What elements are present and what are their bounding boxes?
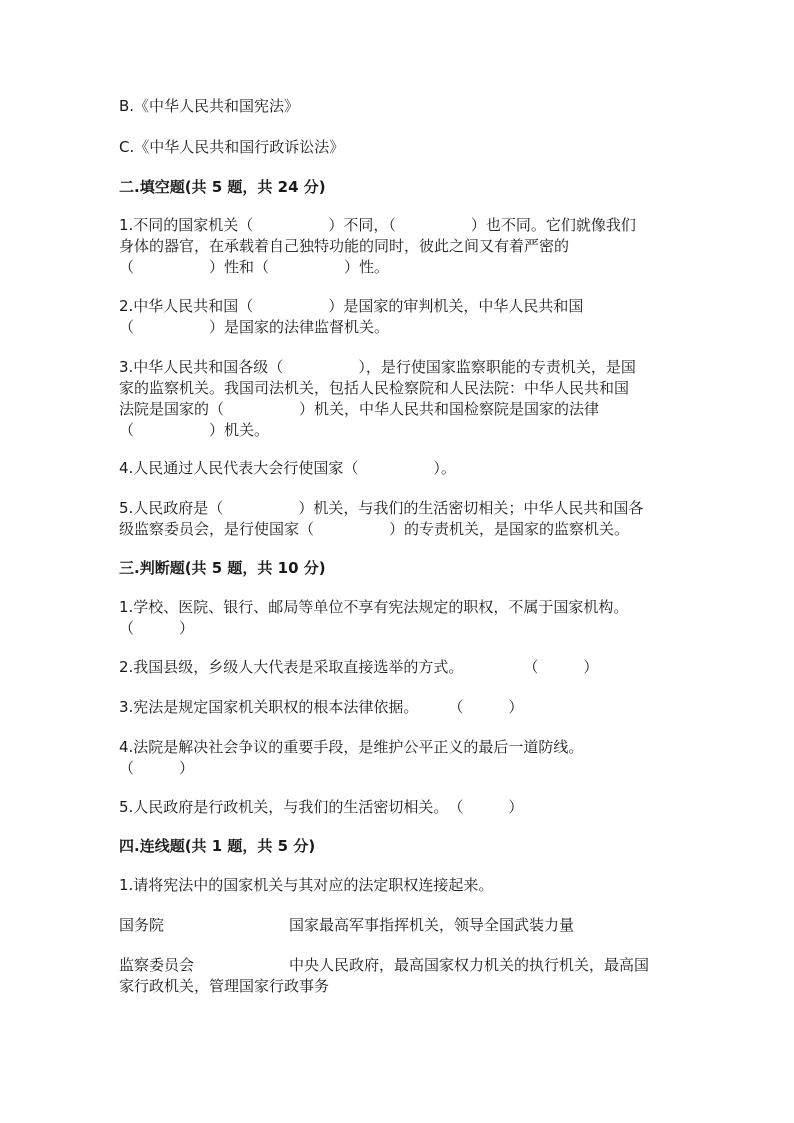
fill-q5-line1: 5.人民政府是（ ）机关，与我们的生活密切相关；中华人民共和国各 (119, 499, 644, 517)
judge-q5: 5.人民政府是行政机关，与我们的生活密切相关。 （ ） (119, 798, 524, 816)
fill-q5-line2: 级监察委员会，是行使国家（ ）的专责机关，是国家的监察机关。 (119, 520, 630, 538)
match-left-2: 监察委员会 (119, 956, 195, 974)
fill-q1-line1: 1.不同的国家机关（ ）不同，（ ）也不同。它们就像我们 (119, 216, 636, 234)
section-heading-true-false: 三.判断题(共 5 题，共 10 分) (119, 559, 326, 577)
match-q1-prompt: 1.请将宪法中的国家机关与其对应的法定职权连接起来。 (119, 876, 494, 894)
fill-q1-line2: 身体的器官，在承载着自己独特功能的同时，彼此之间又有着严密的 (119, 237, 570, 255)
judge-q4-line2: （ ） (119, 759, 195, 777)
section-heading-fill-blank: 二.填空题(共 5 题，共 24 分) (119, 178, 326, 196)
match-right-1: 国家最高军事指挥机关，领导全国武装力量 (289, 916, 575, 934)
section-heading-matching: 四.连线题(共 1 题，共 5 分) (119, 837, 316, 855)
fill-q4: 4.人民通过人民代表大会行使国家（ ）。 (119, 459, 456, 477)
judge-q2: 2.我国县级，乡级人大代表是采取直接选举的方式。 （ ） (119, 658, 599, 676)
judge-q1-line1: 1.学校、医院、银行、邮局等单位不享有宪法规定的职权，不属于国家机构。 (119, 598, 629, 616)
fill-q2-line2: （ ）是国家的法律监督机关。 (119, 318, 390, 336)
fill-q3-line4: （ ）机关。 (119, 421, 270, 439)
option-c: C.《中华人民共和国行政诉讼法》 (119, 138, 345, 156)
judge-q3: 3.宪法是规定国家机关职权的根本法律依据。 （ ） (119, 698, 524, 716)
fill-q3-line2: 家的监察机关。我国司法机关，包括人民检察院和人民法院：中华人民共和国 (119, 379, 630, 397)
fill-q1-line3: （ ）性和（ ）性。 (119, 258, 390, 276)
match-right-2-line1: 中央人民政府，最高国家权力机关的执行机关，最高国 (289, 956, 650, 974)
match-right-2-line2: 家行政机关，管理国家行政事务 (119, 977, 330, 995)
fill-q2-line1: 2.中华人民共和国（ ）是国家的审判机关，中华人民共和国 (119, 297, 584, 315)
judge-q1-line2: （ ） (119, 619, 195, 637)
fill-q3-line1: 3.中华人民共和国各级（ ），是行使国家监察职能的专责机关，是国 (119, 358, 636, 376)
judge-q4-line1: 4.法院是解决社会争议的重要手段，是维护公平正义的最后一道防线。 (119, 738, 584, 756)
match-left-1: 国务院 (119, 916, 165, 934)
option-b: B.《中华人民共和国宪法》 (119, 97, 300, 115)
fill-q3-line3: 法院是国家的（ ）机关，中华人民共和国检察院是国家的法律 (119, 400, 600, 418)
